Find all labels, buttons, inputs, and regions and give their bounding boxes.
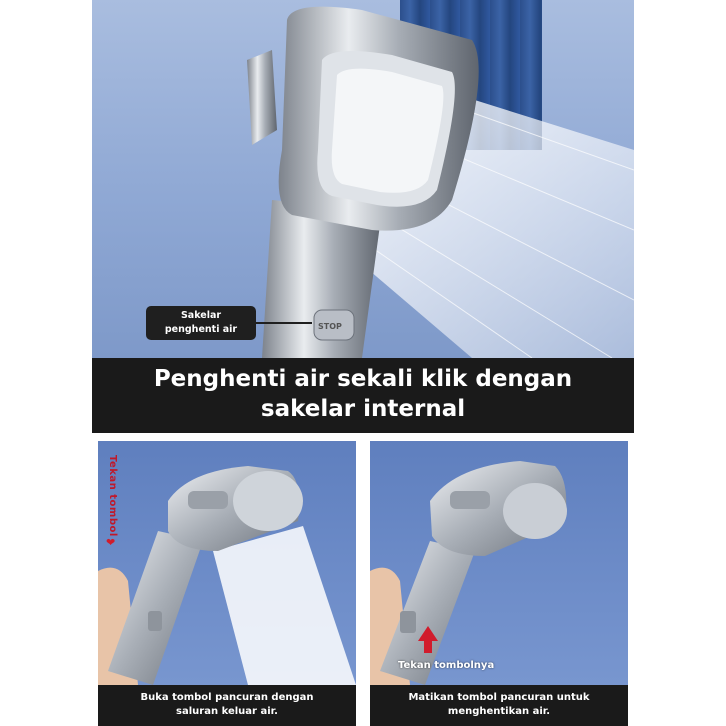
left-caption-line1: Buka tombol pancuran dengan bbox=[140, 692, 314, 703]
left-photo-panel bbox=[98, 441, 356, 685]
left-caption bbox=[98, 685, 356, 726]
press-button-vertical-label: Tekan tombol bbox=[107, 455, 118, 537]
headline-line-2: sakelar internal bbox=[260, 396, 466, 422]
shower-head-illustration bbox=[92, 0, 634, 358]
switch-callout-line2: penghenti air bbox=[164, 324, 238, 335]
press-button-label: Tekan tombolnya bbox=[398, 660, 495, 671]
callout-pointer-line bbox=[256, 322, 312, 324]
stop-button-text: STOP bbox=[318, 322, 342, 331]
heart-icon: ❤ bbox=[106, 536, 116, 549]
right-caption bbox=[370, 685, 628, 726]
headline-line-1: Penghenti air sekali klik dengan bbox=[153, 366, 573, 392]
switch-callout-line1: Sakelar bbox=[180, 310, 222, 321]
right-caption-line2: menghentikan air. bbox=[447, 706, 551, 717]
switch-callout bbox=[146, 306, 256, 340]
right-photo-panel bbox=[370, 441, 628, 685]
right-caption-line1: Matikan tombol pancuran untuk bbox=[408, 692, 590, 703]
shower-head-spraying-illustration bbox=[98, 441, 356, 685]
left-caption-line2: saluran keluar air. bbox=[176, 706, 278, 717]
shower-head-stopped-illustration bbox=[370, 441, 628, 685]
